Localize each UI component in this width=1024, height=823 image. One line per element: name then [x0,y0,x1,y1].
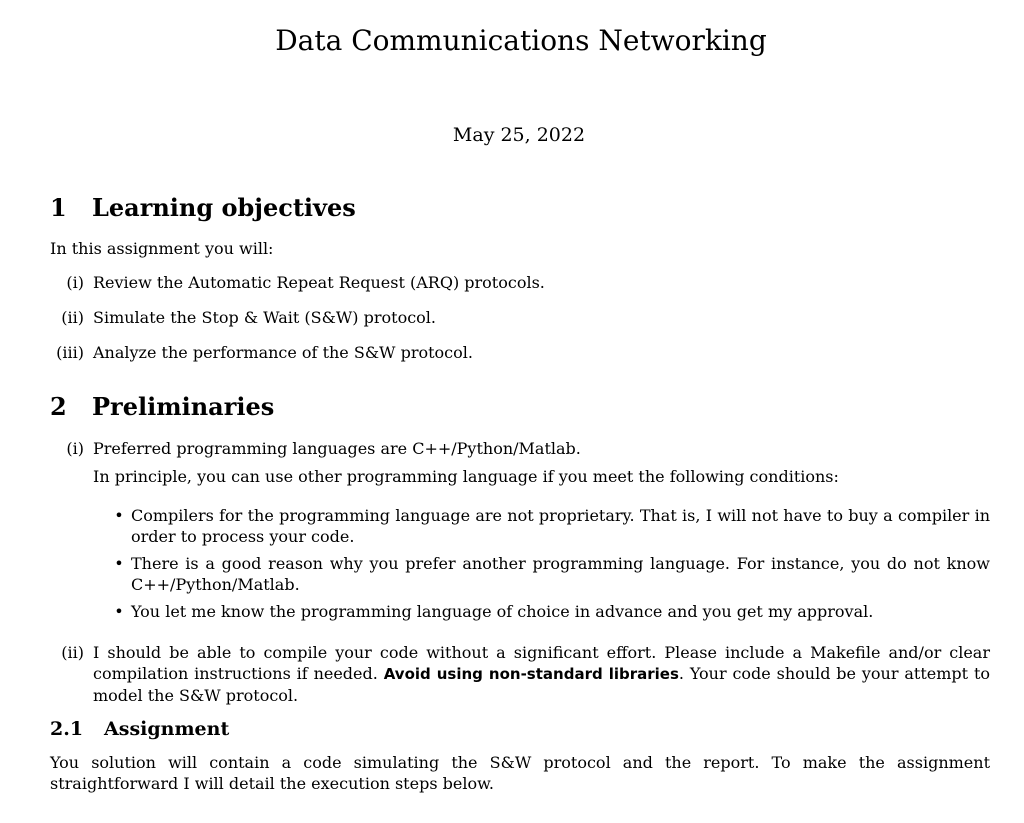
bullet-text: You let me know the programming language of choice in advance and you get my approval. [131,602,874,621]
item-label: (i) [66,439,84,458]
item-label: (iii) [56,343,84,362]
section-title: Preliminaries [92,392,275,421]
preliminary-item [50,438,990,459]
section-number: 2 [50,392,67,421]
item-text: Simulate the Stop & Wait (S&W) protocol. [93,308,436,327]
item-text-before: I should be able to compile your code without a significant effort. Please include a Makefile and/or clear compilation instructions if needed. [93,643,990,683]
objective-item [50,272,990,293]
condition-bullet [114,505,990,547]
section-title: Learning objectives [92,193,356,222]
item-text-bold: Avoid using non-standard libraries [383,665,679,683]
item-text [93,642,990,706]
item-label: (i) [66,273,84,292]
section-2-heading [50,392,274,421]
subsection-title: Assignment [104,718,230,740]
bullet-text: Compilers for the programming language are not proprietary. That is, I will not have to buy a compiler in order to process your code. [131,506,990,546]
bullet-dot-icon: • [114,506,124,525]
item-text: Analyze the performance of the S&W protocol. [93,343,473,362]
item-label: (ii) [61,643,84,662]
subsection-number: 2.1 [50,718,84,740]
objective-item [50,342,990,363]
objective-item [50,307,990,328]
preliminary-item [50,642,990,706]
item-text: Preferred programming languages are C++/Python/Matlab. [93,439,581,458]
condition-bullet [114,601,990,622]
section-number: 1 [50,193,67,222]
section-1-heading [50,193,356,222]
assignment-paragraph: You solution will contain a code simulating the S&W protocol and the report. To make the assignment straightforward I will detail the execution steps below. [50,753,990,793]
section-1-intro: In this assignment you will: [50,239,274,258]
bullet-text: There is a good reason why you prefer another programming language. For instance, you do not know C++/Python/Matlab. [131,554,990,594]
subsection-2-1-heading [50,718,229,740]
bullet-dot-icon: • [114,602,124,621]
bullet-dot-icon: • [114,554,124,573]
condition-bullet [114,553,990,595]
item-text: Review the Automatic Repeat Request (ARQ) protocols. [93,273,545,292]
document-title: Data Communications Networking [275,24,767,57]
item-label: (ii) [61,308,84,327]
document-date: May 25, 2022 [452,124,586,146]
preliminary-followup: In principle, you can use other programming language if you meet the following conditions: [93,467,839,486]
item-text-after: . Your code should be your attempt to model the S&W protocol. [93,664,991,705]
